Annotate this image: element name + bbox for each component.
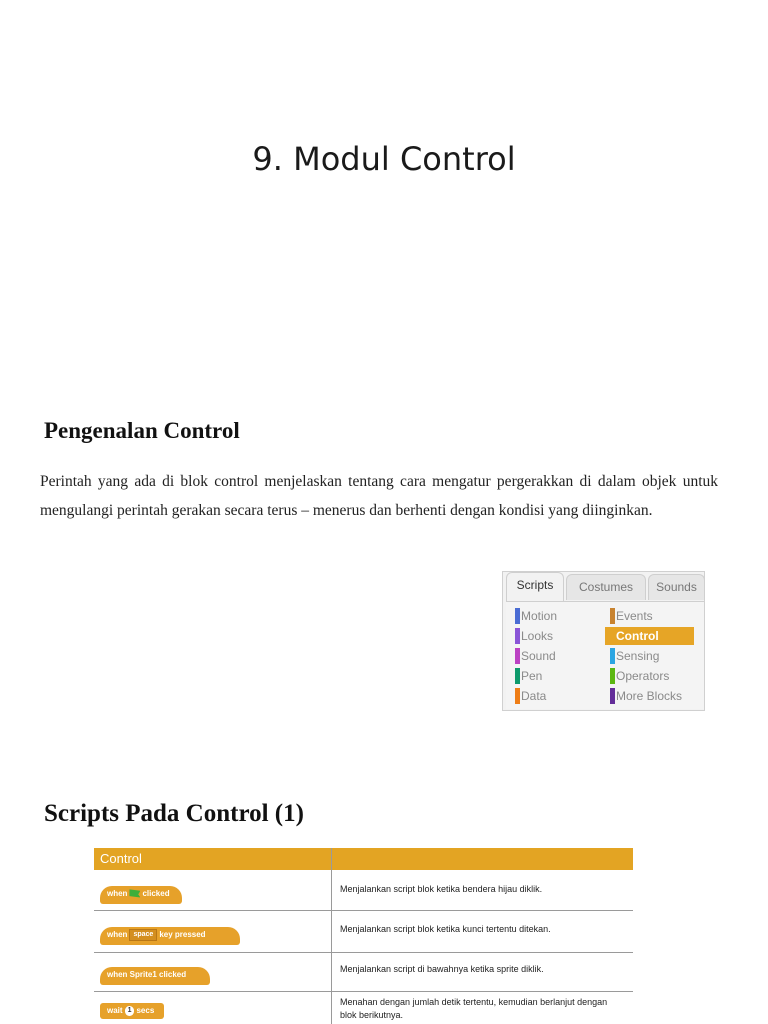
row-description: Menjalankan script di bawahnya ketika sprite diklik. bbox=[340, 964, 544, 974]
category-motion[interactable] bbox=[510, 607, 596, 625]
row-divider bbox=[94, 910, 633, 911]
category-data[interactable] bbox=[510, 687, 596, 705]
intro-paragraph: Perintah yang ada di blok control menjelaskan tentang cara mengatur pergerakkan di dalam objek untuk mengulangi perintah gerakan secara terus – menerus dan berhenti dengan kondisi yang diinginkan. bbox=[40, 473, 718, 519]
tab-scripts[interactable]: Scripts bbox=[506, 572, 564, 602]
category-label: Operators bbox=[616, 669, 670, 683]
category-control[interactable] bbox=[605, 627, 694, 645]
when-flag-clicked-block bbox=[100, 886, 182, 904]
row-divider bbox=[94, 991, 633, 992]
category-color-swatch bbox=[515, 628, 520, 644]
row-description: Menjalankan script blok ketika kunci tertentu ditekan. bbox=[340, 924, 551, 934]
category-events[interactable] bbox=[605, 607, 691, 625]
category-color-swatch bbox=[515, 648, 520, 664]
green-flag-icon bbox=[129, 889, 140, 898]
category-label: Control bbox=[616, 629, 659, 643]
key-dropdown: space bbox=[129, 929, 157, 941]
when-sprite-clicked-block bbox=[100, 967, 210, 985]
category-label: Sensing bbox=[616, 649, 660, 663]
page-title: 9. Modul Control bbox=[252, 140, 516, 178]
block-text: clicked bbox=[142, 889, 170, 898]
block-text: when Sprite1 clicked bbox=[107, 970, 187, 979]
category-operators[interactable] bbox=[605, 667, 691, 685]
palette-categories bbox=[506, 601, 704, 709]
block-text: when bbox=[107, 889, 128, 898]
block-text: key pressed bbox=[159, 930, 206, 939]
palette-tabs bbox=[503, 572, 706, 600]
category-color-swatch bbox=[610, 668, 615, 684]
seconds-input: 1 bbox=[125, 1006, 135, 1016]
block-text: wait bbox=[107, 1006, 123, 1015]
tab-costumes[interactable]: Costumes bbox=[566, 574, 646, 600]
category-pen[interactable] bbox=[510, 667, 596, 685]
control-scripts-table bbox=[94, 848, 633, 1024]
category-color-swatch bbox=[515, 608, 520, 624]
tab-sounds[interactable]: Sounds bbox=[648, 574, 705, 600]
category-color-swatch bbox=[610, 608, 615, 624]
category-color-swatch bbox=[515, 668, 520, 684]
category-color-swatch bbox=[515, 688, 520, 704]
block-text: secs bbox=[136, 1006, 155, 1015]
category-sensing[interactable] bbox=[605, 647, 691, 665]
scratch-block-palette bbox=[502, 571, 705, 711]
category-label: Motion bbox=[521, 609, 558, 623]
wait-secs-block bbox=[100, 1003, 164, 1019]
table-header: Control bbox=[94, 848, 633, 870]
category-color-swatch bbox=[610, 628, 615, 644]
category-label: Events bbox=[616, 609, 653, 623]
category-label: More Blocks bbox=[616, 689, 683, 703]
category-more-blocks[interactable] bbox=[605, 687, 691, 705]
row-description: Menjalankan script blok ketika bendera hijau diklik. bbox=[340, 884, 543, 894]
category-sound[interactable] bbox=[510, 647, 596, 665]
category-label: Looks bbox=[521, 629, 554, 643]
category-label: Data bbox=[521, 689, 547, 703]
row-divider bbox=[94, 952, 633, 953]
intro-heading: Pengenalan Control bbox=[44, 418, 240, 443]
scripts-heading: Scripts Pada Control (1) bbox=[44, 800, 304, 827]
category-color-swatch bbox=[610, 648, 615, 664]
category-color-swatch bbox=[610, 688, 615, 704]
row-description: Menahan dengan jumlah detik tertentu, kemudian berlanjut dengan blok berikutnya. bbox=[340, 997, 608, 1020]
category-label: Pen bbox=[521, 669, 543, 683]
block-text: when bbox=[107, 930, 128, 939]
column-divider bbox=[331, 848, 332, 1024]
when-key-pressed-block bbox=[100, 927, 240, 945]
category-looks[interactable] bbox=[510, 627, 596, 645]
category-label: Sound bbox=[521, 649, 556, 663]
